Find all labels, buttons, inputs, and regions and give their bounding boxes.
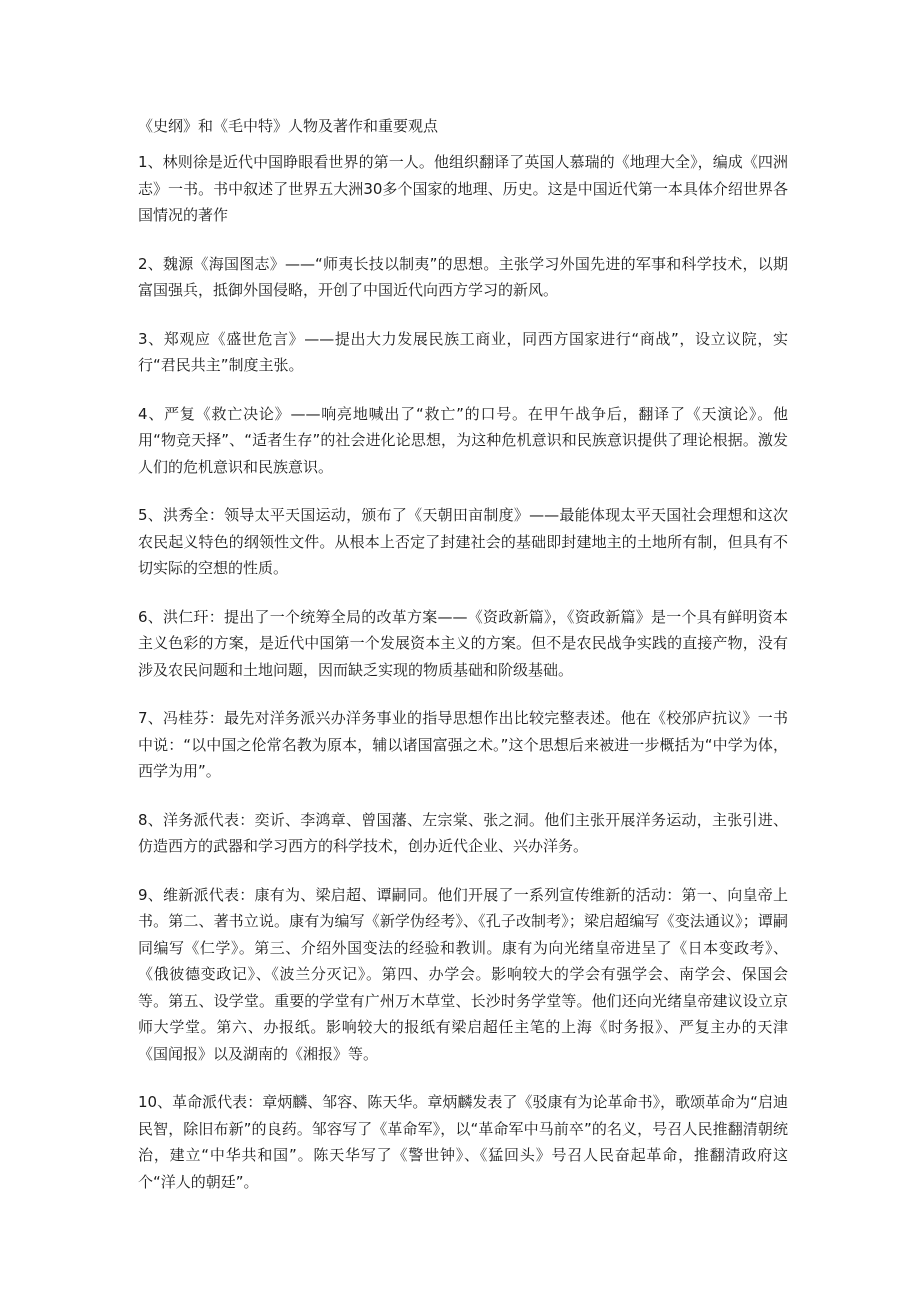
paragraph-3: 3、郑观应《盛世危言》——提出大力发展民族工商业，同西方国家进行“商战”，设立议院，实行“君民共主”制度主张。 xyxy=(138,329,788,374)
paragraph-10: 10、革命派代表：章炳麟、邹容、陈天华。章炳麟发表了《驳康有为论革命书》，歌颂革命为“启迪民智，除旧布新”的良药。邹容写了《革命军》，以“革命军中马前卒”的名义，号召人民推翻清朝统治，建立“中华共和国”。陈天华写了《警世钟》、《猛回头》号召人民奋起革命，推翻清政府这个“洋人的朝廷”。 xyxy=(138,1093,788,1191)
paragraph-5: 5、洪秀全：领导太平天国运动，颁布了《天朝田亩制度》——最能体现太平天国社会理想和这次农民起义特色的纲领性文件。从根本上否定了封建社会的基础即封建地主的土地所有制，但具有不切实际的空想的性质。 xyxy=(138,506,788,577)
document-page xyxy=(138,113,788,1217)
document-title: 《史纲》和《毛中特》人物及著作和重要观点 xyxy=(138,117,439,135)
paragraph-1: 1、林则徐是近代中国睁眼看世界的第一人。他组织翻译了英国人慕瑞的《地理大全》，编成《四洲志》一书。书中叙述了世界五大洲30多个国家的地理、历史。这是中国近代第一本具体介绍世界各国情况的著作 xyxy=(138,153,788,224)
paragraph-2: 2、魏源《海国图志》——“师夷长技以制夷”的思想。主张学习外国先进的军事和科学技术，以期富国强兵，抵御外国侵略，开创了中国近代向西方学习的新风。 xyxy=(138,254,788,299)
paragraph-9: 9、维新派代表：康有为、梁启超、谭嗣同。他们开展了一系列宣传维新的活动：第一、向皇帝上书。第二、著书立说。康有为编写《新学伪经考》、《孔子改制考》；梁启超编写《变法通议》；谭嗣同编写《仁学》。第三、介绍外国变法的经验和教训。康有为向光绪皇帝进呈了《日本变政考》、《俄彼德变政记》、《波兰分灭记》。第四、办学会。影响较大的学会有强学会、南学会、保国会等。第五、设学堂。重要的学堂有广州万木草堂、长沙时务学堂等。他们还向光绪皇帝建议设立京师大学堂。第六、办报纸。影响较大的报纸有梁启超任主笔的上海《时务报》、严复主办的天津《国闻报》以及湖南的《湘报》等。 xyxy=(138,885,788,1063)
paragraph-7: 7、冯桂芬：最先对洋务派兴办洋务事业的指导思想作出比较完整表述。他在《校邠庐抗议》一书中说：“以中国之伦常名教为原本，辅以诸国富强之术。”这个思想后来被进一步概括为“中学为体，西学为用”。 xyxy=(138,709,788,780)
paragraph-8: 8、洋务派代表：奕䜣、李鸿章、曾国藩、左宗棠、张之洞。他们主张开展洋务运动，主张引进、仿造西方的武器和学习西方的科学技术，创办近代企业、兴办洋务。 xyxy=(138,810,788,855)
paragraph-6: 6、洪仁玕：提出了一个统筹全局的改革方案——《资政新篇》，《资政新篇》是一个具有鲜明资本主义色彩的方案，是近代中国第一个发展资本主义的方案。但不是农民战争实践的直接产物，没有涉及农民问题和土地问题，因而缺乏实现的物质基础和阶级基础。 xyxy=(138,607,788,679)
paragraph-4: 4、严复《救亡决论》——响亮地喊出了“救亡”的口号。在甲午战争后，翻译了《天演论》。他用“物竞天择”、“适者生存”的社会进化论思想，为这种危机意识和民族意识提供了理论根据。激发人们的危机意识和民族意识。 xyxy=(138,404,788,476)
